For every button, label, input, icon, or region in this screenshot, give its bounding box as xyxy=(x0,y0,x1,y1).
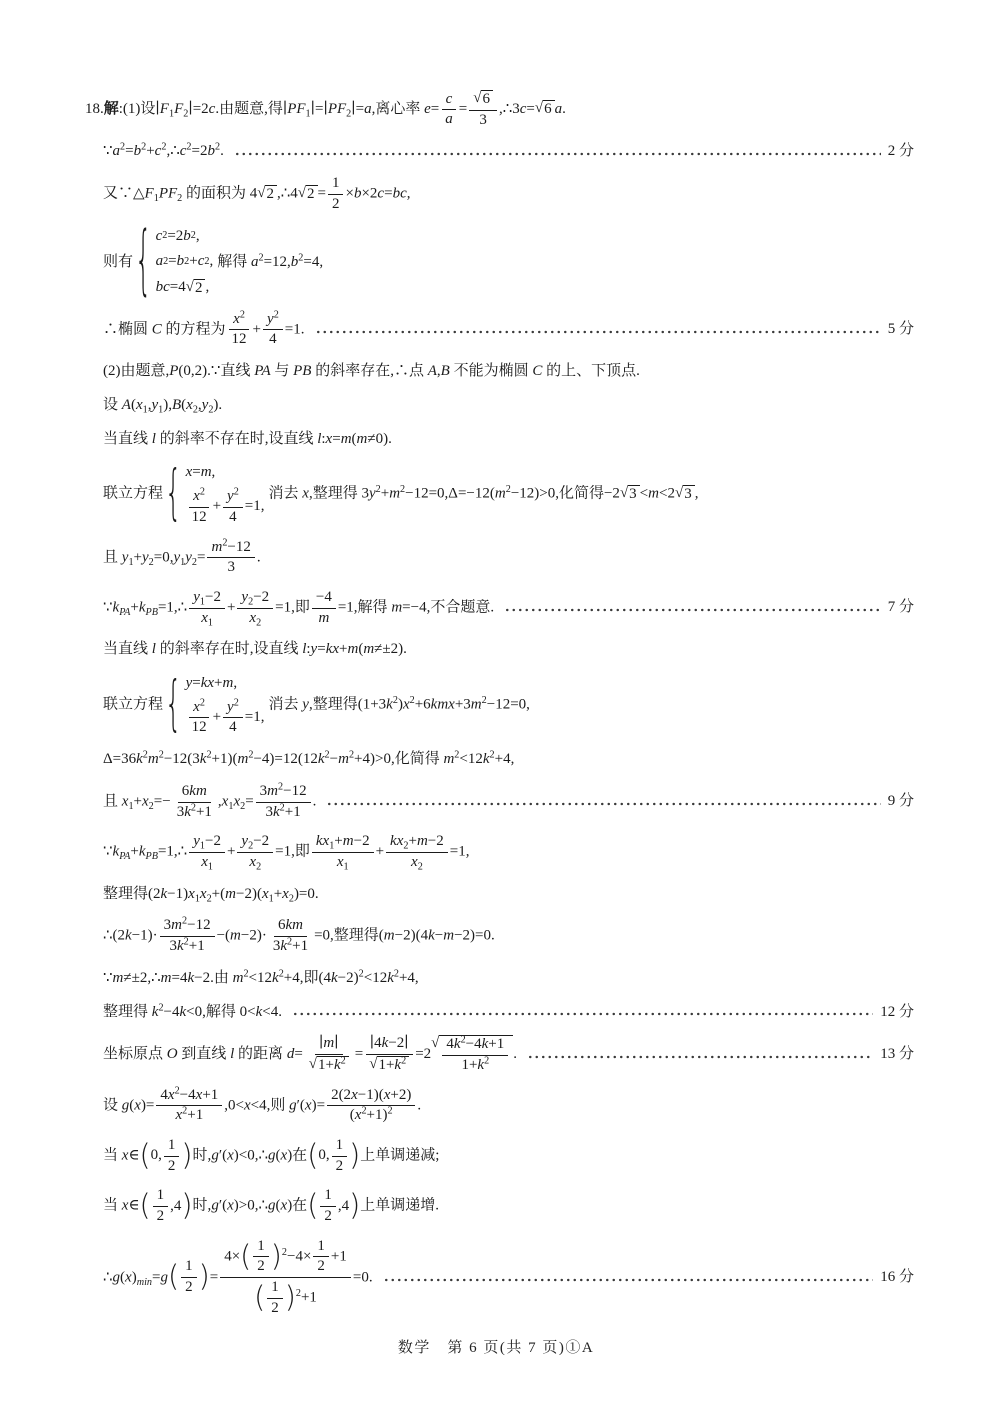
fraction: $\frac{kx_1+m-2}{x_1}$ xyxy=(312,833,374,871)
dotted-leader xyxy=(313,330,881,334)
left-brace: { xyxy=(165,459,182,529)
math-content: 整理得$(2k-1)x_1x_2+(m-2)(x_1+x_2)=0$. xyxy=(103,885,319,905)
fraction: $\frac{m^2-12}{3}$ xyxy=(207,539,254,577)
math-content: 联立方程 { y = kx + m , $\frac{x^2}{12}$ + $\frac{y^2}{4}$ =1, 消去 y,整理得$(1+3k^2)x^2+6kmx+3m^2-12=0$, xyxy=(103,670,530,740)
fraction: $\frac{1}{2}$ xyxy=(313,1238,329,1276)
solution-line xyxy=(103,639,914,661)
math-content: $\because a^2=b^2+c^2,\therefore c^2=2b^2$. xyxy=(103,141,224,160)
square-root: √ $1+k^2$ xyxy=(309,1056,349,1075)
square-root: √ 3 xyxy=(675,485,695,504)
math-content: ∵m≠±2,∴m=4k−2.由 $m^2<12k^2+4$,即$(4k-2)^2<12k^2+4$, xyxy=(103,968,419,986)
score-label: 12 分 xyxy=(880,1003,914,1020)
fraction: ∣m∣ √ $1+k^2$ xyxy=(305,1035,353,1074)
dotted-leader xyxy=(381,1278,874,1282)
fraction: $\frac{x^2}{12}$ xyxy=(228,311,251,349)
solution-line xyxy=(103,833,914,871)
fraction: $\frac{2(2x-1)(x+2)}{(x^2+1)^2}$ xyxy=(327,1087,415,1125)
left-brace: { xyxy=(165,670,182,740)
solution-line xyxy=(103,1137,914,1175)
solution-line xyxy=(103,175,914,213)
solution-line xyxy=(103,1238,914,1318)
math-content: ∴椭圆 C 的方程为 $\frac{x^2}{12}$ + $\frac{y^2}{4}$ =1. xyxy=(103,309,305,348)
fraction: $\frac{x^2}{12}$ xyxy=(188,488,211,526)
fraction: $\frac{1}{2}$ xyxy=(164,1137,180,1175)
solution-line xyxy=(103,536,914,577)
math-content: 当 x∈ ( 0, $\frac{1}{2}$ ) 时,g′(x)<0,∴g(x)在 ( 0, $\frac{1}{2}$ ) 上单调递减; xyxy=(103,1137,440,1174)
math-content: 设 g(x)= $\frac{4x^2-4x+1}{x^2+1}$ ,0<x<4,则 g′(x)= $\frac{2(2x-1)(x+2)}{(x^2+1)^2}$ . xyxy=(103,1085,422,1124)
fraction: $\frac{-4}{m}$ xyxy=(312,589,336,627)
fraction: $\frac{y_2-2}{x_2}$ xyxy=(237,833,273,871)
square-root: √ 2 xyxy=(257,185,277,204)
fraction: $\frac{kx_2+m-2}{x_2}$ xyxy=(386,833,448,871)
fraction: √ 6 3 xyxy=(469,90,497,129)
solution-line xyxy=(103,395,914,417)
square-root: √ 6 xyxy=(473,90,493,109)
fraction: $\frac{1}{2}$ xyxy=(153,1187,169,1225)
math-content: 且 $y_1+y_2=0,y_1y_2=$ $\frac{m^2-12}{3}$ . xyxy=(103,536,261,576)
square-root: √ 6 xyxy=(535,100,555,119)
square-root: √ 2 xyxy=(186,279,206,298)
math-content: $\because k_{PA}+k_{PB}=1,\therefore$ $\frac{y_1-2}{x_1}$ + $\frac{y_2-2}{x_2}$ =1,即 $\frac{kx_1+m-2}{x_1}$ + $\frac{kx_2+m-2}{x_2}$ =1, xyxy=(103,833,470,873)
score-label: 16 分 xyxy=(880,1268,914,1285)
score-label: 2 分 xyxy=(887,143,914,160)
math-content: $\because k_{PA}+k_{PB}=1,\therefore$ $\frac{y_1-2}{x_1}$ + $\frac{y_2-2}{x_2}$ =1,即 $\frac{-4}{m}$ =1,解得 m=−4,不合题意. xyxy=(103,588,495,629)
square-root: √ 3 xyxy=(620,485,640,504)
score-label: 13 分 xyxy=(880,1046,914,1063)
cases-system: { x = m , $\frac{x^2}{12}$ + $\frac{y^2}{4}$ =1, xyxy=(165,459,265,529)
fraction: $\frac{1}{2}$ xyxy=(332,1137,348,1175)
page-footer: 数学 第 6 页(共 7 页)①A xyxy=(397,1340,595,1356)
solution-line xyxy=(103,361,914,383)
solution-line xyxy=(103,1087,914,1125)
fraction: ∣4k−2∣ √ $1+k^2$ xyxy=(365,1035,413,1074)
math-content: 当直线 l 的斜率不存在时,设直线 l:x=m(m≠0). xyxy=(103,430,392,447)
left-brace: { xyxy=(135,218,152,306)
math-content: 18.解:(1)设$∣F_1F_2∣=2c$.由题意,得$∣PF_1∣=∣PF_2∣=a$,离心率 e= $\frac{c}{a}$ = √ 6 3 ,∴3c= √ 6 a. xyxy=(85,90,566,128)
solution-line xyxy=(103,1002,914,1024)
fraction: $\frac{1}{2}$ xyxy=(320,1187,336,1225)
solution-line xyxy=(103,884,914,906)
square-root: √ 2 xyxy=(298,185,318,204)
square-root: √ $1+k^2$ xyxy=(369,1056,409,1075)
math-content: 当 x∈ ( $\frac{1}{2}$ ,4 ) 时,g′(x)>0,∴g(x)在 ( $\frac{1}{2}$ ,4 ) 上单调递增. xyxy=(103,1187,439,1225)
solution-line xyxy=(103,670,914,740)
solution-line xyxy=(103,1035,914,1074)
math-content: 当直线 l 的斜率存在时,设直线 l:y=kx+m(m≠±2). xyxy=(103,641,407,658)
solution-line xyxy=(103,749,914,771)
solution-line xyxy=(103,141,914,163)
fraction: $\frac{y_1-2}{x_1}$ xyxy=(189,589,225,627)
dotted-leader xyxy=(324,802,880,806)
math-content: 联立方程 { x = m , $\frac{x^2}{12}$ + $\frac{y^2}{4}$ =1, 消去 x,整理得 $3y^2+m^2-12=0,\Delta=-12(m^2-12)>0$,化简得−2 √ 3 <m<2 √ 3 , xyxy=(103,459,699,529)
fraction: $\frac{y^2}{4}$ xyxy=(263,311,283,349)
cases-system: { c 2 =2 b 2 , a 2 = b 2 + c 2 , bc =4 √ 2 , xyxy=(135,218,214,306)
fraction: $\frac{y^2}{4}$ xyxy=(223,699,243,737)
math-content: 设 $A(x_1,y_1),B(x_2,y_2)$. xyxy=(103,396,223,416)
math-content: 则有 { c 2 =2 b 2 , a 2 = b 2 + c 2 , bc =4 √ 2 , 解得 $a^2=12,b^2=4$, xyxy=(103,218,324,306)
solution-line xyxy=(85,90,914,129)
fraction: $\frac{6km}{3k^2+1}$ xyxy=(176,782,212,820)
math-content: $\Delta=36k^2m^2-12(3k^2+1)(m^2-4)=12(12k^2-m^2+4)>0$,化简得 $m^2<12k^2+4$, xyxy=(103,749,515,768)
fraction: $\frac{6km}{3k^2+1}$ xyxy=(272,917,309,955)
fraction: $\frac{1}{2}$ xyxy=(253,1238,269,1276)
fraction: $\frac{y_1-2}{x_1}$ xyxy=(189,833,225,871)
fraction: $\frac{4k^2-4k+1}{1+k^2}$ xyxy=(442,1036,508,1074)
fraction: $\frac{x^2}{12}$ xyxy=(188,699,211,737)
fraction: $\frac{c}{a}$ xyxy=(441,91,457,129)
solution-line xyxy=(103,1187,914,1225)
fraction: $\frac{3m^2-12}{3k^2+1}$ xyxy=(160,917,215,955)
math-content: 又$\because\triangle F_1PF_2$ 的面积为 4 √ 2 ,∴4 √ 2 = $\frac{1}{2}$ ×b×2c=bc, xyxy=(103,175,411,212)
fraction: $\frac{y^2}{4}$ xyxy=(223,488,243,526)
fraction: $\frac{1}{2}$ xyxy=(181,1258,197,1296)
math-content: $\therefore g(x)_{min}=g$ ( $\frac{1}{2}$ ) = 4× ( $\frac{1}{2}$ ) $^2$−4× $\frac{1}{2}$ +1 ( $\frac{1}{2}$ ) $^2$+1 =0. xyxy=(103,1237,373,1316)
solution-line xyxy=(103,589,914,627)
math-content: ∴(2k−1)· $\frac{3m^2-12}{3k^2+1}$ −(m−2)· $\frac{6km}{3k^2+1}$ =0,整理得(m−2)(4k−m−2)=0. xyxy=(103,915,495,955)
math-content: 且 $x_1+x_2=-$ $\frac{6km}{3k^2+1}$ $,x_1x_2=$ $\frac{3m^2-12}{3k^2+1}$ . xyxy=(103,781,317,820)
score-label: 5 分 xyxy=(887,321,914,338)
math-content: (2)由题意,P(0,2).∵直线 PA 与 PB 的斜率存在,∴点 A,B 不能为椭圆 C 的上、下顶点. xyxy=(103,363,640,380)
score-label: 7 分 xyxy=(887,599,914,616)
solution-line xyxy=(103,968,914,990)
math-content: 坐标原点 O 到直线 l 的距离 d= ∣m∣ √ $1+k^2$ = ∣4k−2∣ √ $1+k^2$ =2 √ $\frac{4k^2-4k+1}{1+k^2}$ . xyxy=(103,1034,518,1073)
dotted-leader xyxy=(502,608,881,612)
fraction: $\frac{1}{2}$ xyxy=(267,1279,283,1317)
fraction: 4× ( $\frac{1}{2}$ ) $^2$−4× $\frac{1}{2}$ +1 ( $\frac{1}{2}$ ) $^2$+1 xyxy=(220,1238,351,1318)
fraction: $\frac{1}{2}$ xyxy=(328,175,344,213)
score-label: 9 分 xyxy=(887,793,914,810)
dotted-leader xyxy=(525,1055,873,1059)
solution-line xyxy=(103,429,914,451)
dotted-leader xyxy=(232,152,881,156)
fraction: $\frac{4x^2-4x+1}{x^2+1}$ xyxy=(156,1087,222,1125)
solution-line xyxy=(103,783,914,821)
math-content: 整理得 $k^2-4k<0$,解得 0<k<4. xyxy=(103,1001,282,1020)
fraction: $\frac{y_2-2}{x_2}$ xyxy=(237,589,273,627)
cases-system: { y = kx + m , $\frac{x^2}{12}$ + $\frac{y^2}{4}$ =1, xyxy=(165,670,265,740)
solution-line xyxy=(103,311,914,349)
solution-line xyxy=(103,459,914,529)
fraction: $\frac{3m^2-12}{3k^2+1}$ xyxy=(256,783,311,821)
solution-line xyxy=(103,917,914,955)
square-root: √ $\frac{4k^2-4k+1}{1+k^2}$ xyxy=(431,1035,513,1074)
solution-line xyxy=(103,218,914,306)
dotted-leader xyxy=(290,1012,873,1016)
